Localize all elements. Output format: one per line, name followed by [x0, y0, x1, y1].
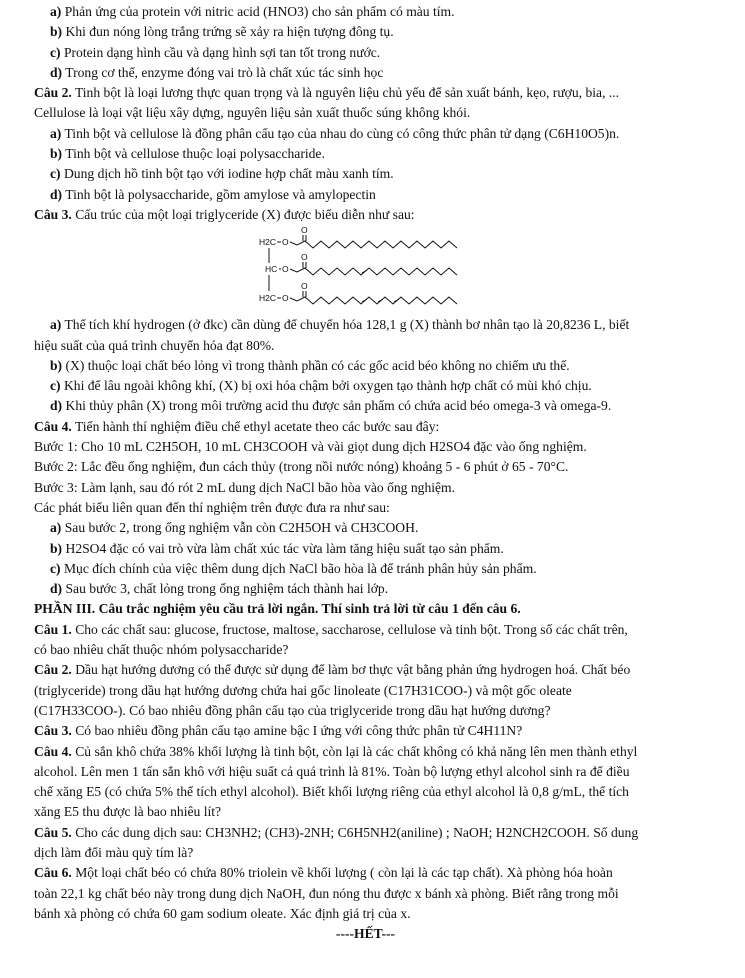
part3-title: PHẦN III. Câu trắc nghiệm yêu cầu trả lời ngắn. Thí sinh trả lời từ câu 1 đến câu 6.	[34, 601, 521, 617]
item-text: Tinh bột là polysaccharide, gồm amylose và amylopectin	[65, 186, 376, 202]
question-text: Cellulose là loại vật liệu xây dựng, nguyên liệu sản xuất thuốc súng không khói.	[34, 105, 471, 121]
item-label: a)	[50, 317, 62, 333]
q2-item-c	[0, 164, 745, 184]
q2-item-d	[0, 185, 745, 205]
p3-q2-line-1	[0, 660, 745, 680]
item-label: c)	[50, 560, 61, 576]
q4-stem	[0, 417, 745, 437]
p3-q1-line-2: có bao nhiêu chất thuộc nhóm polysaccharide?	[34, 642, 289, 658]
question-number: Câu 2.	[34, 85, 72, 101]
carbonyl-oxygen-1: O	[301, 225, 308, 236]
question-text: Một loại chất béo có chứa 80% triolein về khối lượng ( còn lại là các tạp chất). Xà phòng hóa hoàn	[75, 865, 613, 881]
question-text: Củ sắn khô chứa 38% khối lượng là tinh bột, còn lại là các chất không có khả năng lên men thành ethyl	[75, 743, 638, 759]
item-text: Phản ứng của protein với nitric acid (HNO3) cho sản phẩm có màu tím.	[64, 4, 455, 19]
p3-q6-line-2: toàn 22,1 kg chất béo này trong dung dịch NaOH, đun nóng thu được x bánh xà phòng. Biết rằng trong mỗi	[34, 885, 619, 901]
item-text: hiệu suất của quá trình chuyển hóa đạt 80%.	[34, 337, 275, 353]
item-text: Dung dịch hồ tinh bột tạo với iodine hợp chất màu xanh tím.	[63, 166, 394, 182]
question-number: Câu 2.	[34, 662, 72, 678]
q3-item-d	[0, 396, 745, 416]
item-text: (X) thuộc loại chất béo lỏng vì trong thành phần có các gốc acid béo không no chiếm ưu thế.	[65, 357, 570, 373]
question-number: Câu 4.	[34, 418, 72, 434]
question-number: Câu 4.	[34, 743, 72, 759]
item-text: Khi đun nóng lòng trắng trứng sẽ xảy ra hiện tượng đông tụ.	[65, 24, 394, 40]
item-label: b)	[50, 357, 63, 373]
item-text: Thể tích khí hydrogen (ở đkc) cần dùng để chuyển hóa 128,1 g (X) thành bơ nhân tạo là 20,8236 L, biết	[64, 317, 630, 333]
item-text: Sau bước 3, chất lỏng trong ống nghiệm tách thành hai lớp.	[65, 581, 389, 597]
item-text: Khi để lâu ngoài không khí, (X) bị oxi hóa chậm bởi oxygen tạo thành hợp chất có mùi khó chịu.	[63, 378, 592, 394]
question-text: Tiến hành thí nghiệm điều chế ethyl acetate theo các bước sau đây:	[74, 418, 440, 434]
q4-step-2: Bước 2: Lắc đều ống nghiệm, đun cách thủy (trong nồi nước nóng) khoảng 5 - 6 phút ở 65 - 70°C.	[34, 459, 569, 475]
p3-q4-line-3: chế xăng E5 (có chứa 5% thể tích ethyl alcohol). Biết khối lượng riêng của ethyl alcohol là 0,8 g/mL, thể tích	[34, 784, 629, 800]
q3-item-a-line-2	[0, 336, 745, 356]
ester-oxygen-1: O	[282, 237, 289, 248]
p3-q4-line-2: alcohol. Lên men 1 tấn sắn khô với hiệu suất cả quá trình là 81%. Toàn bộ lượng ethyl alcohol sinh ra để điều	[34, 763, 630, 779]
item-text: Sau bước 2, trong ống nghiệm vẫn còn C2H5OH và CH3COOH.	[64, 520, 419, 536]
ester-oxygen-2: O	[282, 264, 289, 275]
item-label: b)	[50, 24, 63, 40]
p3-q4-line-1	[0, 742, 745, 762]
item-text: Protein dạng hình cầu và dạng hình sợi tan tốt trong nước.	[63, 44, 381, 60]
question-number: Câu 1.	[34, 621, 72, 637]
question-text: Cho các dung dịch sau: CH3NH2; (CH3)-2NH; C6H5NH2(aniline) ; NaOH; H2NCH2COOH. Số dung	[75, 824, 639, 840]
q3-stem	[0, 205, 745, 225]
item-label: a)	[50, 520, 62, 536]
item-text: H2SO4 đặc có vai trò vừa làm chất xúc tác vừa làm tăng hiệu suất tạo sản phẩm.	[65, 540, 504, 556]
triglyceride-structure-diagram	[255, 225, 475, 315]
q4-intro: Các phát biểu liên quan đến thí nghiệm trên được đưa ra như sau:	[34, 499, 390, 515]
item-label: c)	[50, 166, 61, 182]
item-text: Khi thủy phân (X) trong môi trường acid thu được sản phẩm có chứa acid béo omega-3 và omega-9.	[65, 398, 612, 414]
p3-q2-line-2: (triglyceride) trong dầu hạt hướng dương chứa hai gốc linoleate (C17H31COO-) và một gốc oleate	[34, 682, 572, 698]
q3-item-a-line-1	[0, 315, 745, 335]
exam-page	[0, 2, 745, 944]
item-text: Tinh bột và cellulose là đồng phân cấu tạo của nhau do cùng có công thức phân tử dạng (C6H10O5)n.	[64, 125, 620, 141]
p3-q6-line-1	[0, 863, 745, 883]
p3-q4-line-4: xăng E5 thu được là bao nhiêu lít?	[34, 804, 222, 820]
q4-item-d	[0, 579, 745, 599]
q4-item-b	[0, 539, 745, 559]
question-number: Câu 3.	[34, 206, 72, 222]
q2-stem-line-2	[0, 103, 745, 123]
p3-q3-line-1	[0, 721, 745, 741]
p3-q5-line-1	[0, 823, 745, 843]
item-label: a)	[50, 4, 62, 19]
p3-q2-line-3: (C17H33COO-). Có bao nhiêu đồng phân cấu tạo của triglyceride trong dầu hạt hướng dương?	[34, 702, 551, 718]
item-label: c)	[50, 378, 61, 394]
question-text: Dầu hạt hướng dương có thể được sử dụng để làm bơ thực vật bằng phản ứng hydrogen hoá. Chất béo	[75, 662, 631, 678]
q4-step-3: Bước 3: Làm lạnh, sau đó rót 2 mL dung dịch NaCl bão hòa vào ống nghiệm.	[34, 479, 456, 495]
q1-item-b	[0, 22, 745, 42]
q3-item-b	[0, 356, 745, 376]
carbonyl-oxygen-2: O	[301, 252, 308, 263]
question-text: Cấu trúc của một loại triglyceride (X) được biểu diễn như sau:	[75, 206, 415, 222]
glycerol-h2c-top-label: H2C	[259, 237, 277, 248]
end-marker: ----HẾT---	[335, 926, 396, 942]
item-label: c)	[50, 44, 61, 60]
q4-step-1: Bước 1: Cho 10 mL C2H5OH, 10 mL CH3COOH và vài giọt dung dịch H2SO4 đặc vào ống nghiệm.	[34, 439, 587, 455]
q1-item-d	[0, 63, 745, 83]
q3-item-c	[0, 376, 745, 396]
item-label: a)	[50, 125, 62, 141]
q2-item-a	[0, 124, 745, 144]
item-text: Trong cơ thể, enzyme đóng vai trò là chất xúc tác sinh học	[65, 64, 384, 80]
item-text: Mục đích chính của việc thêm dung dịch NaCl bão hòa là để tránh phân hủy sản phẩm.	[63, 560, 537, 576]
question-text: Cho các chất sau: glucose, fructose, maltose, saccharose, cellulose và tinh bột. Trong số các chất trên,	[75, 621, 628, 637]
item-label: b)	[50, 540, 63, 556]
question-number: Câu 6.	[34, 865, 72, 881]
item-label: d)	[50, 398, 63, 414]
p3-q6-line-3: bánh xà phòng có chứa 60 gam sodium oleate. Xác định giá trị của x.	[34, 905, 411, 921]
p3-q5-line-2: dịch làm đổi màu quỳ tím là?	[34, 844, 194, 860]
question-number: Câu 3.	[34, 723, 72, 739]
question-number: Câu 5.	[34, 824, 72, 840]
q4-item-a	[0, 518, 745, 538]
question-text: Có bao nhiêu đồng phân cấu tạo amine bậc I ứng với công thức phân tử C4H11N?	[75, 723, 523, 739]
p3-q1-line-1	[0, 620, 745, 640]
item-label: d)	[50, 64, 63, 80]
question-text: Tinh bột là loại lương thực quan trọng và là nguyên liệu chủ yếu để sản xuất bánh, kẹo, rượu, bia, ...	[74, 85, 620, 101]
ester-oxygen-3: O	[282, 293, 289, 304]
carbonyl-oxygen-3: O	[301, 281, 308, 292]
item-label: d)	[50, 581, 63, 597]
q2-item-b	[0, 144, 745, 164]
fatty-acid-chain-3	[290, 297, 457, 304]
item-text: Tinh bột và cellulose thuộc loại polysaccharide.	[65, 146, 325, 162]
glycerol-hc-label: HC	[265, 264, 278, 275]
q2-stem-line-1	[0, 83, 745, 103]
glycerol-h2c-bottom-label: H2C	[259, 293, 277, 304]
q4-item-c	[0, 559, 745, 579]
q1-item-a	[0, 2, 745, 22]
triglyceride-structure	[0, 225, 745, 315]
fatty-acid-chain-1	[290, 241, 457, 248]
q1-item-c	[0, 43, 745, 63]
item-label: b)	[50, 146, 63, 162]
item-label: d)	[50, 186, 63, 202]
fatty-acid-chain-2	[290, 268, 457, 275]
